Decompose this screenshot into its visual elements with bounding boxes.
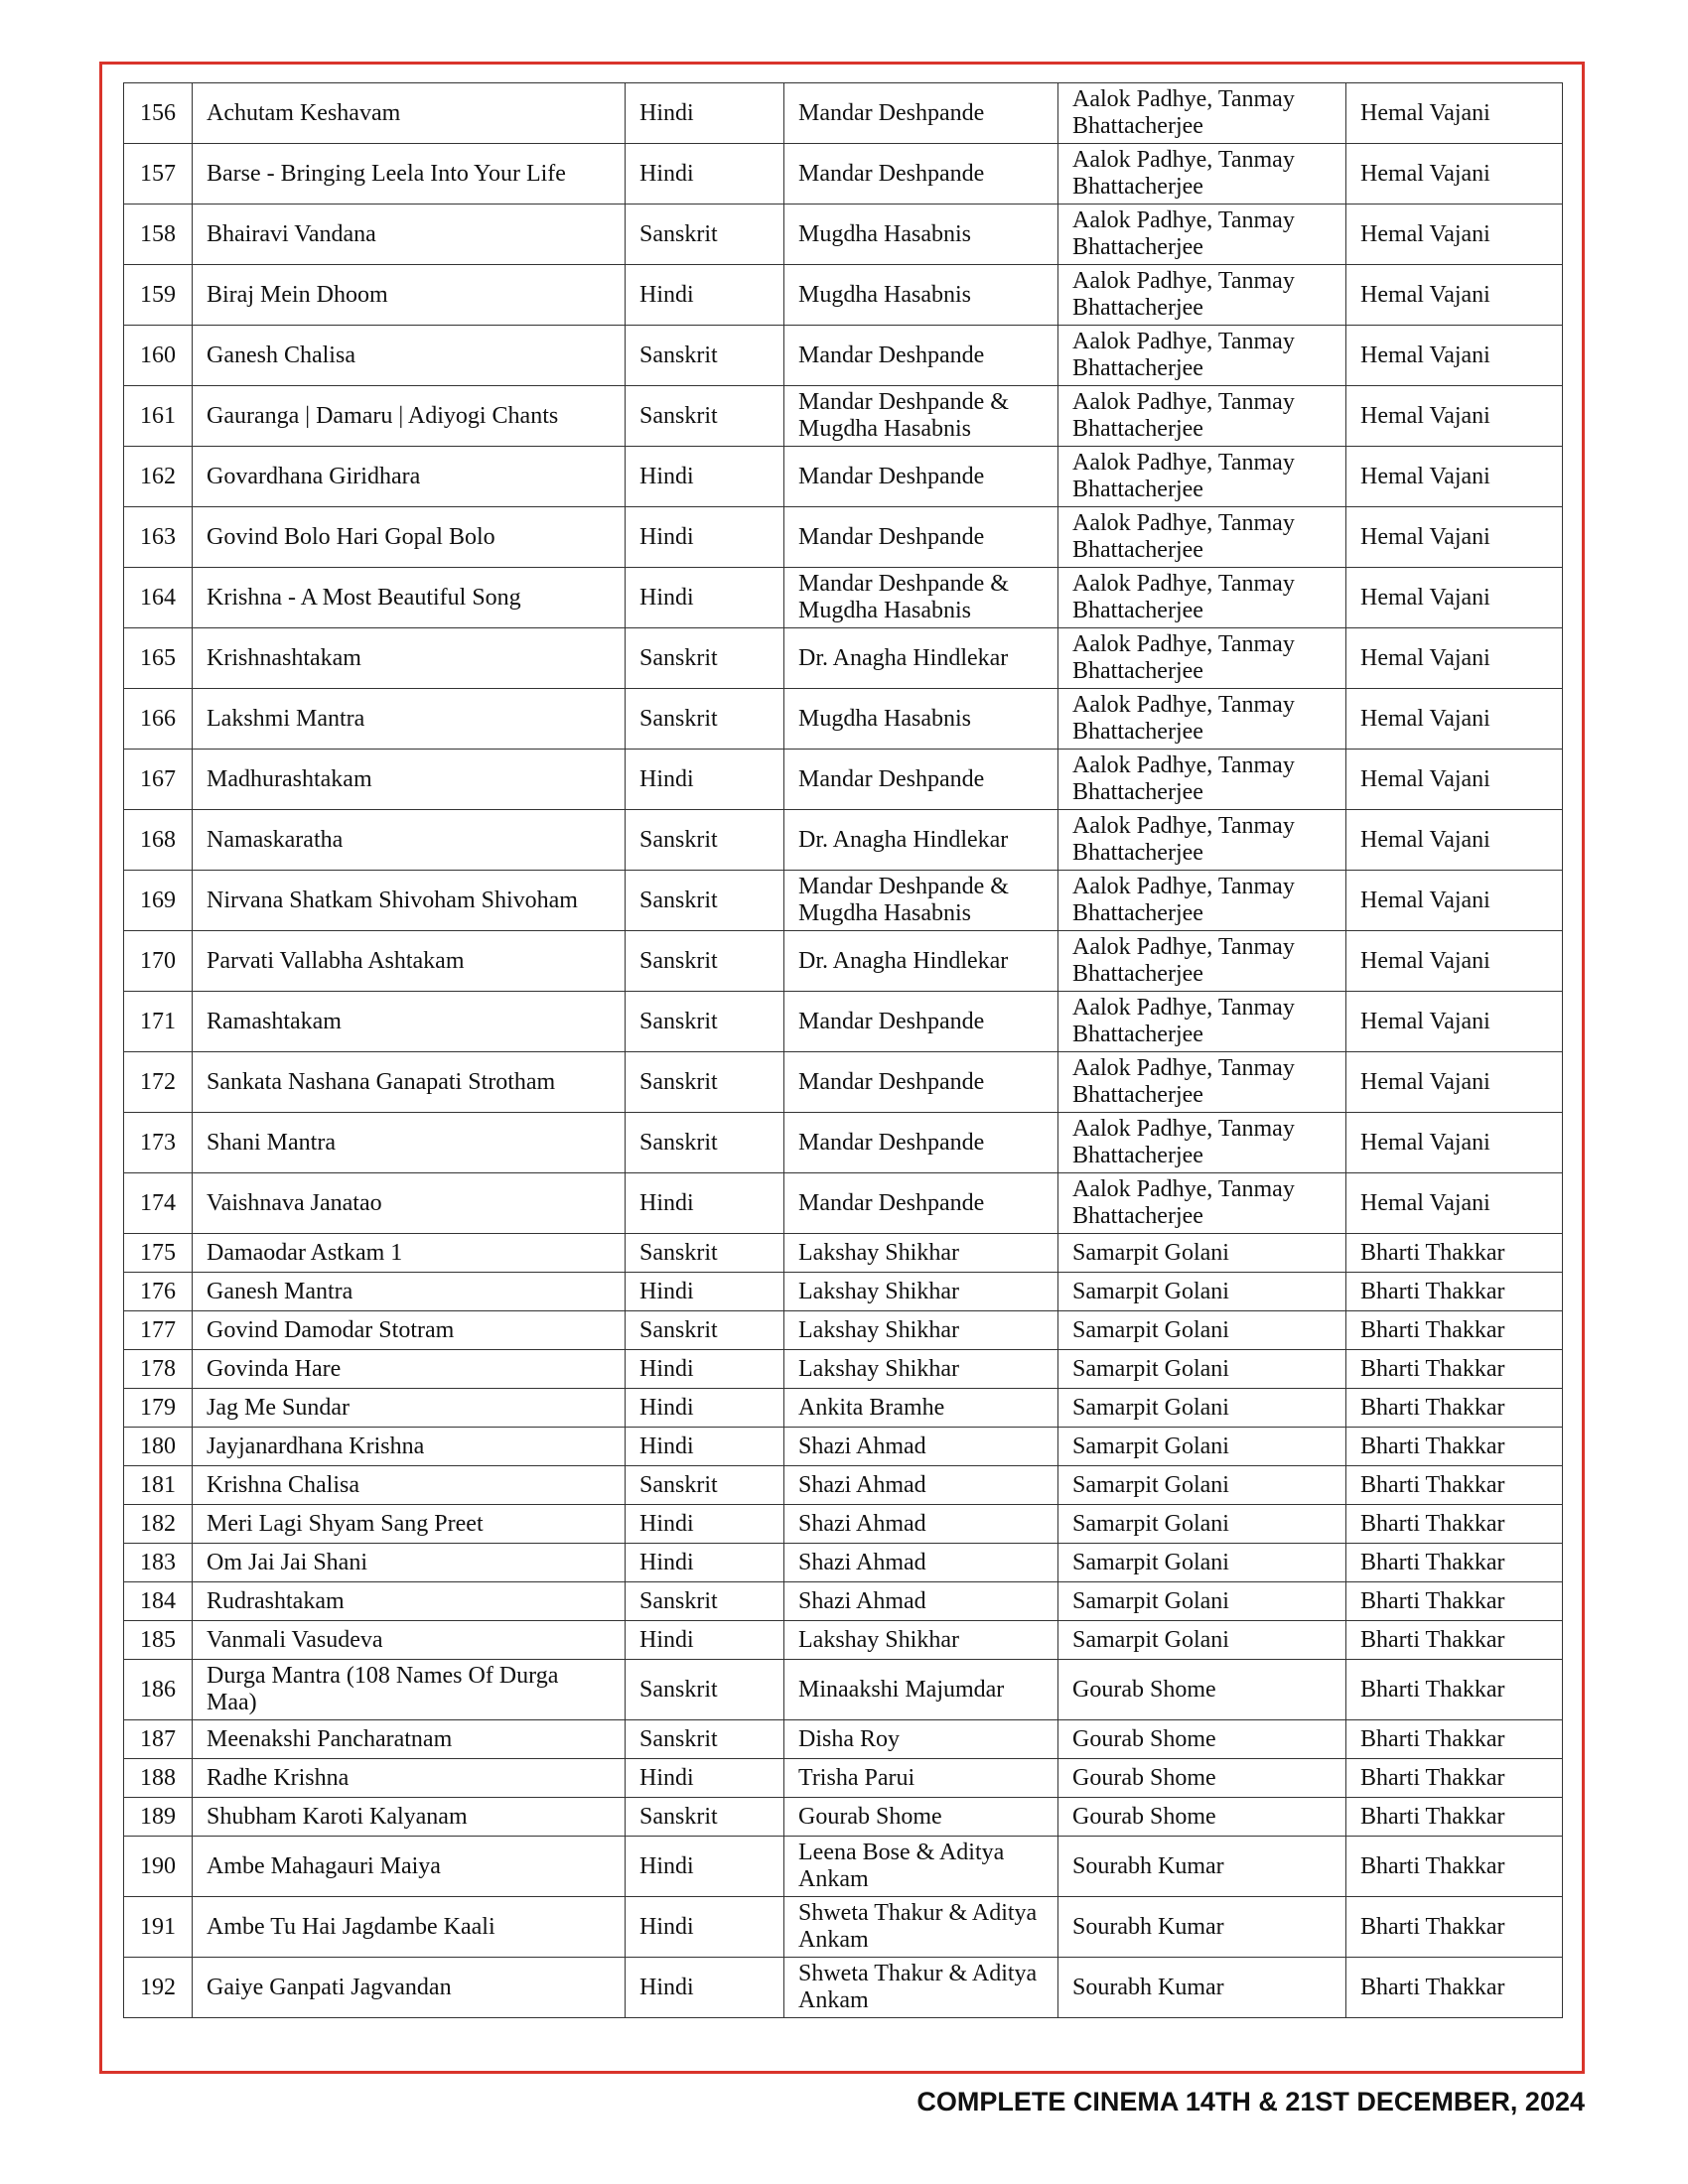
cell-composer: Aalok Padhye, Tanmay Bhattacherjee bbox=[1058, 568, 1346, 628]
cell-singer: Mandar Deshpande bbox=[784, 447, 1058, 507]
cell-title: Meri Lagi Shyam Sang Preet bbox=[193, 1505, 626, 1544]
cell-composer: Aalok Padhye, Tanmay Bhattacherjee bbox=[1058, 144, 1346, 205]
cell-number: 191 bbox=[124, 1897, 193, 1958]
table-row bbox=[124, 750, 1563, 810]
cell-lyricist: Bharti Thakkar bbox=[1346, 1428, 1563, 1466]
cell-language: Sanskrit bbox=[626, 1466, 784, 1505]
cell-number: 190 bbox=[124, 1837, 193, 1897]
cell-number: 159 bbox=[124, 265, 193, 326]
cell-number: 179 bbox=[124, 1389, 193, 1428]
cell-title: Govardhana Giridhara bbox=[193, 447, 626, 507]
table-row bbox=[124, 871, 1563, 931]
cell-singer: Shweta Thakur & Aditya Ankam bbox=[784, 1958, 1058, 2018]
cell-lyricist: Hemal Vajani bbox=[1346, 1052, 1563, 1113]
cell-title: Ganesh Mantra bbox=[193, 1273, 626, 1311]
table-row bbox=[124, 386, 1563, 447]
cell-language: Hindi bbox=[626, 1621, 784, 1660]
cell-number: 168 bbox=[124, 810, 193, 871]
cell-singer: Mandar Deshpande bbox=[784, 1052, 1058, 1113]
cell-lyricist: Hemal Vajani bbox=[1346, 326, 1563, 386]
cell-title: Sankata Nashana Ganapati Strotham bbox=[193, 1052, 626, 1113]
table-row bbox=[124, 1311, 1563, 1350]
cell-composer: Gourab Shome bbox=[1058, 1720, 1346, 1759]
cell-title: Vaishnava Janatao bbox=[193, 1173, 626, 1234]
table-row bbox=[124, 628, 1563, 689]
footer-publication-date: COMPLETE CINEMA 14TH & 21ST DECEMBER, 2024 bbox=[916, 2087, 1585, 2116]
cell-title: Madhurashtakam bbox=[193, 750, 626, 810]
cell-composer: Aalok Padhye, Tanmay Bhattacherjee bbox=[1058, 205, 1346, 265]
cell-composer: Aalok Padhye, Tanmay Bhattacherjee bbox=[1058, 265, 1346, 326]
cell-composer: Aalok Padhye, Tanmay Bhattacherjee bbox=[1058, 386, 1346, 447]
cell-singer: Mandar Deshpande bbox=[784, 992, 1058, 1052]
cell-singer: Shazi Ahmad bbox=[784, 1505, 1058, 1544]
cell-title: Achutam Keshavam bbox=[193, 83, 626, 144]
table-row bbox=[124, 1720, 1563, 1759]
cell-number: 188 bbox=[124, 1759, 193, 1798]
cell-title: Nirvana Shatkam Shivoham Shivoham bbox=[193, 871, 626, 931]
cell-number: 173 bbox=[124, 1113, 193, 1173]
cell-number: 176 bbox=[124, 1273, 193, 1311]
cell-lyricist: Bharti Thakkar bbox=[1346, 1660, 1563, 1720]
cell-composer: Aalok Padhye, Tanmay Bhattacherjee bbox=[1058, 810, 1346, 871]
cell-singer: Ankita Bramhe bbox=[784, 1389, 1058, 1428]
cell-singer: Minaakshi Majumdar bbox=[784, 1660, 1058, 1720]
cell-lyricist: Bharti Thakkar bbox=[1346, 1389, 1563, 1428]
cell-language: Hindi bbox=[626, 1173, 784, 1234]
cell-title: Om Jai Jai Shani bbox=[193, 1544, 626, 1582]
cell-singer: Mandar Deshpande bbox=[784, 326, 1058, 386]
cell-singer: Lakshay Shikhar bbox=[784, 1234, 1058, 1273]
cell-lyricist: Bharti Thakkar bbox=[1346, 1798, 1563, 1837]
cell-lyricist: Hemal Vajani bbox=[1346, 447, 1563, 507]
cell-lyricist: Hemal Vajani bbox=[1346, 810, 1563, 871]
cell-language: Sanskrit bbox=[626, 992, 784, 1052]
cell-composer: Samarpit Golani bbox=[1058, 1311, 1346, 1350]
cell-title: Krishna Chalisa bbox=[193, 1466, 626, 1505]
cell-composer: Aalok Padhye, Tanmay Bhattacherjee bbox=[1058, 871, 1346, 931]
cell-composer: Sourabh Kumar bbox=[1058, 1897, 1346, 1958]
cell-lyricist: Bharti Thakkar bbox=[1346, 1720, 1563, 1759]
cell-composer: Samarpit Golani bbox=[1058, 1389, 1346, 1428]
table-row bbox=[124, 1544, 1563, 1582]
cell-lyricist: Bharti Thakkar bbox=[1346, 1505, 1563, 1544]
cell-lyricist: Hemal Vajani bbox=[1346, 871, 1563, 931]
cell-language: Hindi bbox=[626, 750, 784, 810]
cell-singer: Mandar Deshpande bbox=[784, 1113, 1058, 1173]
cell-number: 156 bbox=[124, 83, 193, 144]
cell-title: Durga Mantra (108 Names Of Durga Maa) bbox=[193, 1660, 626, 1720]
cell-lyricist: Bharti Thakkar bbox=[1346, 1759, 1563, 1798]
cell-lyricist: Hemal Vajani bbox=[1346, 992, 1563, 1052]
cell-composer: Aalok Padhye, Tanmay Bhattacherjee bbox=[1058, 689, 1346, 750]
cell-composer: Aalok Padhye, Tanmay Bhattacherjee bbox=[1058, 447, 1346, 507]
table-row bbox=[124, 205, 1563, 265]
cell-lyricist: Hemal Vajani bbox=[1346, 205, 1563, 265]
cell-composer: Samarpit Golani bbox=[1058, 1234, 1346, 1273]
cell-singer: Mandar Deshpande & Mugdha Hasabnis bbox=[784, 871, 1058, 931]
cell-title: Krishna - A Most Beautiful Song bbox=[193, 568, 626, 628]
cell-number: 177 bbox=[124, 1311, 193, 1350]
cell-language: Hindi bbox=[626, 507, 784, 568]
cell-lyricist: Hemal Vajani bbox=[1346, 507, 1563, 568]
cell-composer: Aalok Padhye, Tanmay Bhattacherjee bbox=[1058, 1173, 1346, 1234]
cell-lyricist: Bharti Thakkar bbox=[1346, 1311, 1563, 1350]
cell-number: 165 bbox=[124, 628, 193, 689]
cell-number: 184 bbox=[124, 1582, 193, 1621]
table-row bbox=[124, 1958, 1563, 2018]
cell-language: Hindi bbox=[626, 144, 784, 205]
cell-composer: Samarpit Golani bbox=[1058, 1428, 1346, 1466]
cell-language: Hindi bbox=[626, 1837, 784, 1897]
table-row bbox=[124, 1428, 1563, 1466]
cell-language: Sanskrit bbox=[626, 1660, 784, 1720]
cell-number: 158 bbox=[124, 205, 193, 265]
cell-title: Govind Bolo Hari Gopal Bolo bbox=[193, 507, 626, 568]
cell-singer: Gourab Shome bbox=[784, 1798, 1058, 1837]
cell-composer: Aalok Padhye, Tanmay Bhattacherjee bbox=[1058, 931, 1346, 992]
cell-singer: Leena Bose & Aditya Ankam bbox=[784, 1837, 1058, 1897]
cell-singer: Lakshay Shikhar bbox=[784, 1273, 1058, 1311]
cell-title: Jag Me Sundar bbox=[193, 1389, 626, 1428]
cell-singer: Shweta Thakur & Aditya Ankam bbox=[784, 1897, 1058, 1958]
cell-number: 166 bbox=[124, 689, 193, 750]
cell-composer: Gourab Shome bbox=[1058, 1798, 1346, 1837]
cell-singer: Mandar Deshpande bbox=[784, 750, 1058, 810]
cell-singer: Shazi Ahmad bbox=[784, 1428, 1058, 1466]
table-row bbox=[124, 1350, 1563, 1389]
cell-singer: Dr. Anagha Hindlekar bbox=[784, 810, 1058, 871]
cell-language: Hindi bbox=[626, 1350, 784, 1389]
cell-number: 185 bbox=[124, 1621, 193, 1660]
table-row bbox=[124, 689, 1563, 750]
cell-lyricist: Hemal Vajani bbox=[1346, 1113, 1563, 1173]
table-row bbox=[124, 326, 1563, 386]
cell-lyricist: Hemal Vajani bbox=[1346, 931, 1563, 992]
table-row bbox=[124, 1173, 1563, 1234]
cell-lyricist: Bharti Thakkar bbox=[1346, 1350, 1563, 1389]
cell-singer: Mugdha Hasabnis bbox=[784, 205, 1058, 265]
cell-language: Sanskrit bbox=[626, 326, 784, 386]
cell-title: Rudrashtakam bbox=[193, 1582, 626, 1621]
table-row bbox=[124, 144, 1563, 205]
cell-composer: Aalok Padhye, Tanmay Bhattacherjee bbox=[1058, 326, 1346, 386]
cell-singer: Shazi Ahmad bbox=[784, 1466, 1058, 1505]
cell-title: Damaodar Astkam 1 bbox=[193, 1234, 626, 1273]
cell-singer: Mandar Deshpande bbox=[784, 83, 1058, 144]
cell-number: 174 bbox=[124, 1173, 193, 1234]
table-row bbox=[124, 1798, 1563, 1837]
cell-singer: Mugdha Hasabnis bbox=[784, 689, 1058, 750]
cell-singer: Dr. Anagha Hindlekar bbox=[784, 628, 1058, 689]
cell-language: Sanskrit bbox=[626, 1311, 784, 1350]
cell-title: Vanmali Vasudeva bbox=[193, 1621, 626, 1660]
cell-title: Shubham Karoti Kalyanam bbox=[193, 1798, 626, 1837]
cell-language: Hindi bbox=[626, 1505, 784, 1544]
cell-language: Hindi bbox=[626, 568, 784, 628]
cell-language: Sanskrit bbox=[626, 1798, 784, 1837]
cell-language: Sanskrit bbox=[626, 386, 784, 447]
cell-lyricist: Hemal Vajani bbox=[1346, 1173, 1563, 1234]
cell-number: 161 bbox=[124, 386, 193, 447]
cell-singer: Shazi Ahmad bbox=[784, 1544, 1058, 1582]
cell-number: 175 bbox=[124, 1234, 193, 1273]
cell-singer: Lakshay Shikhar bbox=[784, 1350, 1058, 1389]
cell-title: Ganesh Chalisa bbox=[193, 326, 626, 386]
cell-lyricist: Hemal Vajani bbox=[1346, 568, 1563, 628]
cell-language: Sanskrit bbox=[626, 205, 784, 265]
cell-title: Parvati Vallabha Ashtakam bbox=[193, 931, 626, 992]
cell-title: Gauranga | Damaru | Adiyogi Chants bbox=[193, 386, 626, 447]
cell-title: Gaiye Ganpati Jagvandan bbox=[193, 1958, 626, 2018]
cell-number: 164 bbox=[124, 568, 193, 628]
table-row bbox=[124, 1837, 1563, 1897]
cell-composer: Samarpit Golani bbox=[1058, 1544, 1346, 1582]
cell-lyricist: Bharti Thakkar bbox=[1346, 1273, 1563, 1311]
table-row bbox=[124, 1759, 1563, 1798]
table-row bbox=[124, 1897, 1563, 1958]
cell-language: Hindi bbox=[626, 1544, 784, 1582]
cell-lyricist: Bharti Thakkar bbox=[1346, 1897, 1563, 1958]
cell-language: Sanskrit bbox=[626, 1113, 784, 1173]
cell-composer: Samarpit Golani bbox=[1058, 1466, 1346, 1505]
cell-composer: Samarpit Golani bbox=[1058, 1505, 1346, 1544]
cell-singer: Disha Roy bbox=[784, 1720, 1058, 1759]
cell-title: Lakshmi Mantra bbox=[193, 689, 626, 750]
cell-language: Sanskrit bbox=[626, 810, 784, 871]
cell-number: 189 bbox=[124, 1798, 193, 1837]
cell-language: Hindi bbox=[626, 1428, 784, 1466]
cell-lyricist: Hemal Vajani bbox=[1346, 689, 1563, 750]
cell-lyricist: Hemal Vajani bbox=[1346, 83, 1563, 144]
cell-language: Sanskrit bbox=[626, 931, 784, 992]
cell-title: Meenakshi Pancharatnam bbox=[193, 1720, 626, 1759]
table-row bbox=[124, 931, 1563, 992]
cell-singer: Dr. Anagha Hindlekar bbox=[784, 931, 1058, 992]
cell-number: 186 bbox=[124, 1660, 193, 1720]
cell-language: Hindi bbox=[626, 1389, 784, 1428]
cell-composer: Aalok Padhye, Tanmay Bhattacherjee bbox=[1058, 507, 1346, 568]
cell-lyricist: Bharti Thakkar bbox=[1346, 1582, 1563, 1621]
cell-title: Ramashtakam bbox=[193, 992, 626, 1052]
cell-singer: Mandar Deshpande & Mugdha Hasabnis bbox=[784, 568, 1058, 628]
cell-number: 192 bbox=[124, 1958, 193, 2018]
cell-singer: Mandar Deshpande & Mugdha Hasabnis bbox=[784, 386, 1058, 447]
cell-number: 181 bbox=[124, 1466, 193, 1505]
cell-title: Bhairavi Vandana bbox=[193, 205, 626, 265]
cell-number: 157 bbox=[124, 144, 193, 205]
cell-title: Ambe Mahagauri Maiya bbox=[193, 1837, 626, 1897]
table-row bbox=[124, 1621, 1563, 1660]
cell-number: 178 bbox=[124, 1350, 193, 1389]
cell-number: 169 bbox=[124, 871, 193, 931]
cell-singer: Mandar Deshpande bbox=[784, 144, 1058, 205]
cell-language: Hindi bbox=[626, 1759, 784, 1798]
table-row bbox=[124, 265, 1563, 326]
cell-composer: Aalok Padhye, Tanmay Bhattacherjee bbox=[1058, 628, 1346, 689]
cell-composer: Aalok Padhye, Tanmay Bhattacherjee bbox=[1058, 992, 1346, 1052]
cell-composer: Samarpit Golani bbox=[1058, 1621, 1346, 1660]
cell-composer: Samarpit Golani bbox=[1058, 1273, 1346, 1311]
table-row bbox=[124, 810, 1563, 871]
cell-composer: Gourab Shome bbox=[1058, 1660, 1346, 1720]
cell-title: Namaskaratha bbox=[193, 810, 626, 871]
cell-lyricist: Hemal Vajani bbox=[1346, 386, 1563, 447]
cell-language: Sanskrit bbox=[626, 1720, 784, 1759]
cell-language: Sanskrit bbox=[626, 871, 784, 931]
cell-language: Hindi bbox=[626, 447, 784, 507]
cell-lyricist: Hemal Vajani bbox=[1346, 144, 1563, 205]
table-row bbox=[124, 992, 1563, 1052]
cell-composer: Sourabh Kumar bbox=[1058, 1837, 1346, 1897]
cell-number: 167 bbox=[124, 750, 193, 810]
cell-title: Shani Mantra bbox=[193, 1113, 626, 1173]
cell-number: 172 bbox=[124, 1052, 193, 1113]
cell-lyricist: Bharti Thakkar bbox=[1346, 1544, 1563, 1582]
cell-number: 180 bbox=[124, 1428, 193, 1466]
song-table-body bbox=[124, 83, 1563, 2018]
cell-number: 171 bbox=[124, 992, 193, 1052]
table-row bbox=[124, 1660, 1563, 1720]
cell-singer: Mandar Deshpande bbox=[784, 1173, 1058, 1234]
cell-singer: Shazi Ahmad bbox=[784, 1582, 1058, 1621]
cell-title: Biraj Mein Dhoom bbox=[193, 265, 626, 326]
table-row bbox=[124, 568, 1563, 628]
cell-number: 182 bbox=[124, 1505, 193, 1544]
table-row bbox=[124, 1273, 1563, 1311]
table-row bbox=[124, 1582, 1563, 1621]
cell-number: 183 bbox=[124, 1544, 193, 1582]
cell-title: Krishnashtakam bbox=[193, 628, 626, 689]
cell-title: Govinda Hare bbox=[193, 1350, 626, 1389]
cell-language: Hindi bbox=[626, 265, 784, 326]
cell-lyricist: Bharti Thakkar bbox=[1346, 1621, 1563, 1660]
cell-title: Radhe Krishna bbox=[193, 1759, 626, 1798]
cell-composer: Sourabh Kumar bbox=[1058, 1958, 1346, 2018]
cell-language: Sanskrit bbox=[626, 628, 784, 689]
cell-lyricist: Bharti Thakkar bbox=[1346, 1837, 1563, 1897]
cell-language: Sanskrit bbox=[626, 689, 784, 750]
cell-language: Hindi bbox=[626, 1273, 784, 1311]
table-row bbox=[124, 1389, 1563, 1428]
cell-title: Jayjanardhana Krishna bbox=[193, 1428, 626, 1466]
cell-title: Ambe Tu Hai Jagdambe Kaali bbox=[193, 1897, 626, 1958]
cell-composer: Aalok Padhye, Tanmay Bhattacherjee bbox=[1058, 1052, 1346, 1113]
table-row bbox=[124, 1505, 1563, 1544]
cell-language: Sanskrit bbox=[626, 1052, 784, 1113]
cell-lyricist: Bharti Thakkar bbox=[1346, 1466, 1563, 1505]
cell-lyricist: Hemal Vajani bbox=[1346, 265, 1563, 326]
cell-composer: Aalok Padhye, Tanmay Bhattacherjee bbox=[1058, 83, 1346, 144]
table-row bbox=[124, 1234, 1563, 1273]
table-row bbox=[124, 447, 1563, 507]
table-row bbox=[124, 507, 1563, 568]
cell-title: Barse - Bringing Leela Into Your Life bbox=[193, 144, 626, 205]
cell-language: Sanskrit bbox=[626, 1582, 784, 1621]
table-row bbox=[124, 83, 1563, 144]
cell-composer: Aalok Padhye, Tanmay Bhattacherjee bbox=[1058, 1113, 1346, 1173]
cell-composer: Aalok Padhye, Tanmay Bhattacherjee bbox=[1058, 750, 1346, 810]
song-table bbox=[123, 82, 1563, 2018]
cell-composer: Samarpit Golani bbox=[1058, 1350, 1346, 1389]
cell-lyricist: Hemal Vajani bbox=[1346, 628, 1563, 689]
cell-lyricist: Hemal Vajani bbox=[1346, 750, 1563, 810]
cell-number: 160 bbox=[124, 326, 193, 386]
cell-language: Hindi bbox=[626, 83, 784, 144]
cell-language: Hindi bbox=[626, 1958, 784, 2018]
cell-language: Sanskrit bbox=[626, 1234, 784, 1273]
cell-lyricist: Bharti Thakkar bbox=[1346, 1958, 1563, 2018]
cell-number: 163 bbox=[124, 507, 193, 568]
cell-composer: Samarpit Golani bbox=[1058, 1582, 1346, 1621]
table-row bbox=[124, 1466, 1563, 1505]
cell-singer: Mugdha Hasabnis bbox=[784, 265, 1058, 326]
cell-number: 187 bbox=[124, 1720, 193, 1759]
cell-singer: Trisha Parui bbox=[784, 1759, 1058, 1798]
cell-lyricist: Bharti Thakkar bbox=[1346, 1234, 1563, 1273]
cell-number: 170 bbox=[124, 931, 193, 992]
cell-singer: Lakshay Shikhar bbox=[784, 1311, 1058, 1350]
cell-composer: Gourab Shome bbox=[1058, 1759, 1346, 1798]
cell-singer: Mandar Deshpande bbox=[784, 507, 1058, 568]
table-row bbox=[124, 1052, 1563, 1113]
cell-number: 162 bbox=[124, 447, 193, 507]
table-row bbox=[124, 1113, 1563, 1173]
cell-title: Govind Damodar Stotram bbox=[193, 1311, 626, 1350]
cell-language: Hindi bbox=[626, 1897, 784, 1958]
cell-singer: Lakshay Shikhar bbox=[784, 1621, 1058, 1660]
